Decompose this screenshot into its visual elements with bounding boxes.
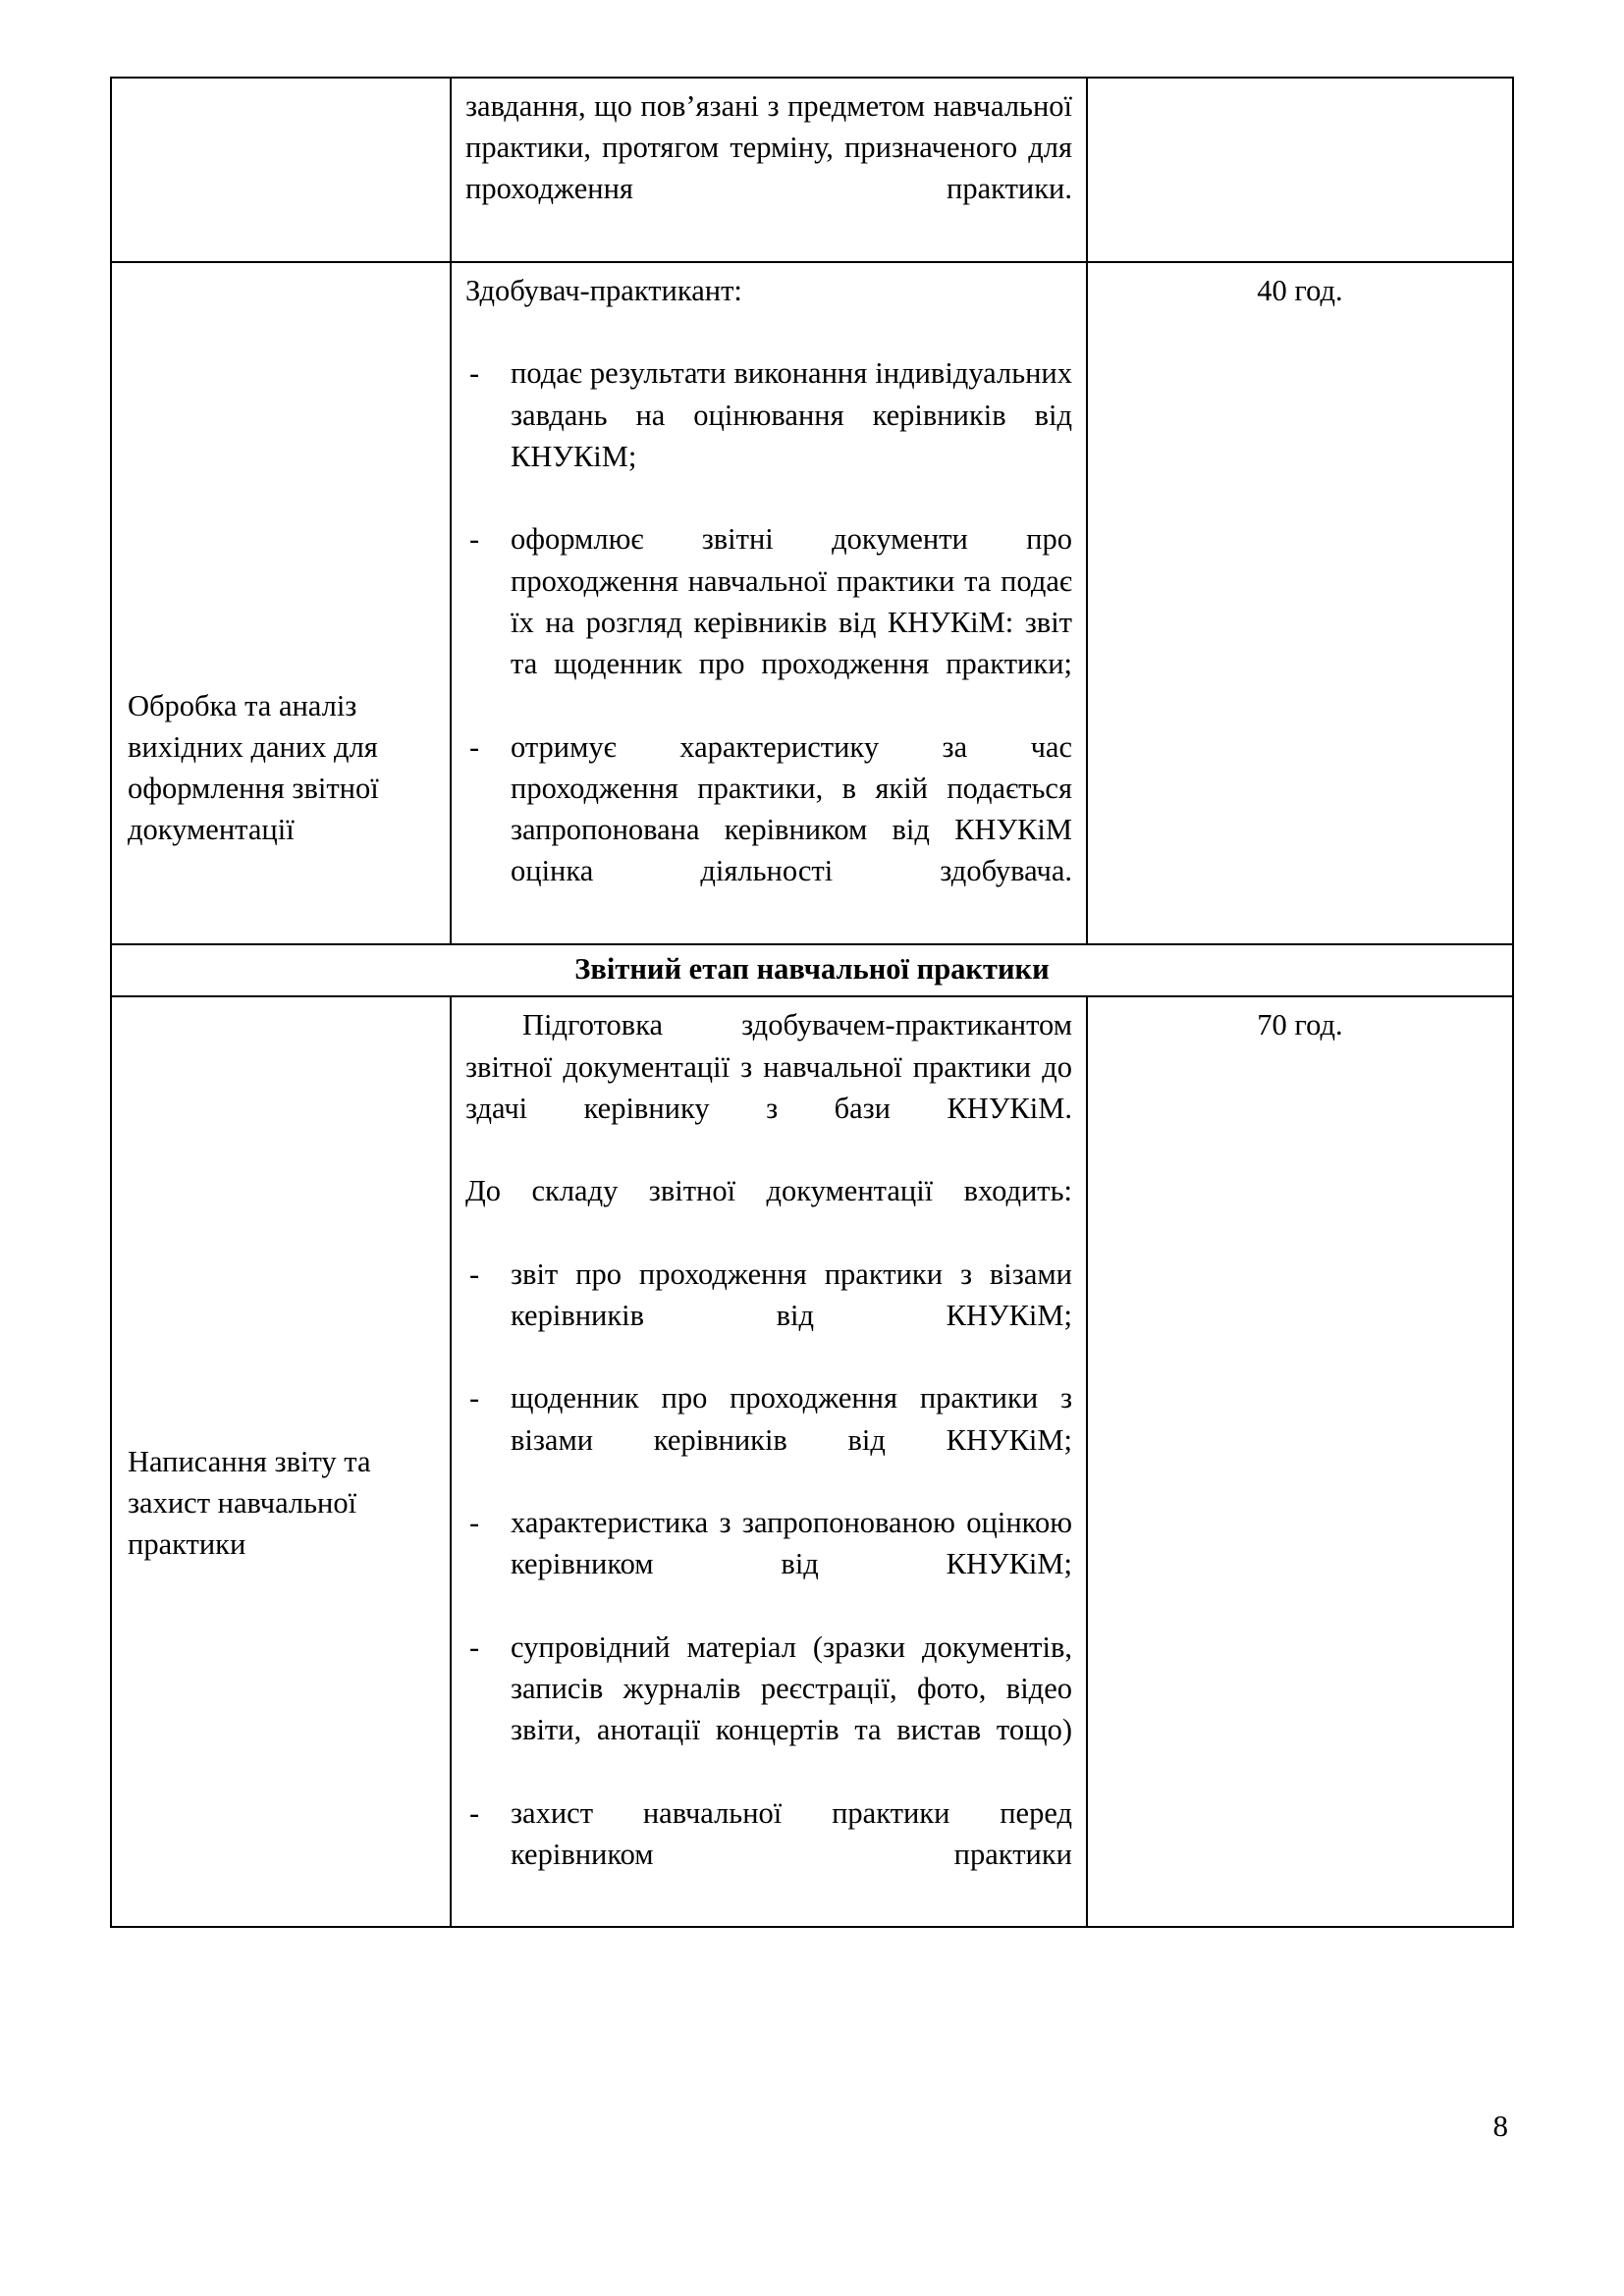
hours-value: 40 год. bbox=[1257, 273, 1343, 307]
content-body bbox=[452, 263, 1086, 943]
dash-bullet-icon: - bbox=[469, 1381, 480, 1415]
stage-label: Обробка та аналіз вихідних даних для оформлення звітної документації bbox=[128, 688, 379, 847]
list-item bbox=[465, 726, 1072, 934]
content-paragraph: Здобувач-практикант: bbox=[465, 273, 742, 307]
list-item-text: звіт про проходження практики з візами керівників від КНУКіМ; bbox=[511, 1256, 1072, 1332]
hours-value: 70 год. bbox=[1257, 1008, 1343, 1042]
dash-bullet-icon: - bbox=[469, 729, 480, 764]
content-body bbox=[452, 997, 1086, 1926]
list-item bbox=[465, 518, 1072, 725]
hours-cell bbox=[1087, 78, 1513, 262]
list-item-text: характеристика з запропонованою оцінкою керівником від КНУКіМ; bbox=[511, 1506, 1072, 1581]
table-row bbox=[111, 262, 1513, 944]
content-cell bbox=[451, 996, 1087, 1927]
list-item bbox=[465, 1792, 1072, 1917]
stage-cell bbox=[111, 262, 451, 944]
table-row bbox=[111, 996, 1513, 1927]
hours-value bbox=[1088, 79, 1512, 95]
content-cell bbox=[451, 262, 1087, 944]
table-row bbox=[111, 78, 1513, 262]
stage-label: Написання звіту та захист навчальної практики bbox=[128, 1445, 371, 1562]
section-banner-title: Звітний етап навчальної практики bbox=[574, 951, 1050, 986]
list-item bbox=[465, 1502, 1072, 1627]
list-item-text: щоденник про проходження практики з візами керівників від КНУКіМ; bbox=[511, 1381, 1072, 1457]
content-body bbox=[452, 79, 1086, 261]
content-paragraph: Підготовка здобувачем-практикантом звітної документації з навчальної практики до здачі керівнику з бази КНУКіМ. bbox=[465, 1008, 1072, 1125]
page-content bbox=[110, 77, 1512, 1928]
list-item bbox=[465, 1377, 1072, 1502]
content-bullet-list bbox=[465, 352, 1072, 933]
content-paragraph: До складу звітної документації входить: bbox=[465, 1174, 1072, 1208]
stage-label bbox=[112, 79, 450, 95]
list-item-text: отримує характеристику за час проходження практики, в якій подається запропонована керівником від КНУКіМ оцінка діяльності здобувача. bbox=[511, 729, 1072, 888]
list-item bbox=[465, 1627, 1072, 1792]
list-item bbox=[465, 1254, 1072, 1378]
content-paragraph: завдання, що пов’язані з предметом навчальної практики, протягом терміну, призначеного для проходження практики. bbox=[465, 89, 1072, 206]
list-item-text: захист навчальної практики перед керівником практики bbox=[511, 1795, 1072, 1872]
dash-bullet-icon: - bbox=[469, 1506, 480, 1540]
content-bullet-list bbox=[465, 1254, 1072, 1917]
stage-cell bbox=[111, 996, 451, 1927]
stage-cell bbox=[111, 78, 451, 262]
section-banner-row bbox=[111, 944, 1513, 997]
page-number: 8 bbox=[1492, 2109, 1508, 2143]
hours-cell bbox=[1087, 996, 1513, 1927]
dash-bullet-icon: - bbox=[469, 1256, 480, 1291]
list-item-text: оформлює звітні документи про проходження навчальної практики та подає їх на розгляд керівників від КНУКіМ: звіт та щоденник про проходження практики; bbox=[511, 522, 1072, 681]
dash-bullet-icon: - bbox=[469, 522, 480, 557]
list-item-text: подає результати виконання індивідуальних завдань на оцінювання керівників від КНУКіМ; bbox=[511, 356, 1072, 473]
dash-bullet-icon: - bbox=[469, 1629, 480, 1664]
content-cell bbox=[451, 78, 1087, 262]
internship-program-table bbox=[110, 77, 1514, 1928]
dash-bullet-icon: - bbox=[469, 356, 480, 391]
section-banner-cell bbox=[111, 944, 1513, 997]
dash-bullet-icon: - bbox=[469, 1795, 480, 1830]
hours-cell bbox=[1087, 262, 1513, 944]
list-item bbox=[465, 352, 1072, 518]
list-item-text: супровідний матеріал (зразки документів, записів журналів реєстрації, фото, відео звіти, анотації концертів та вистав тощо) bbox=[511, 1629, 1072, 1747]
